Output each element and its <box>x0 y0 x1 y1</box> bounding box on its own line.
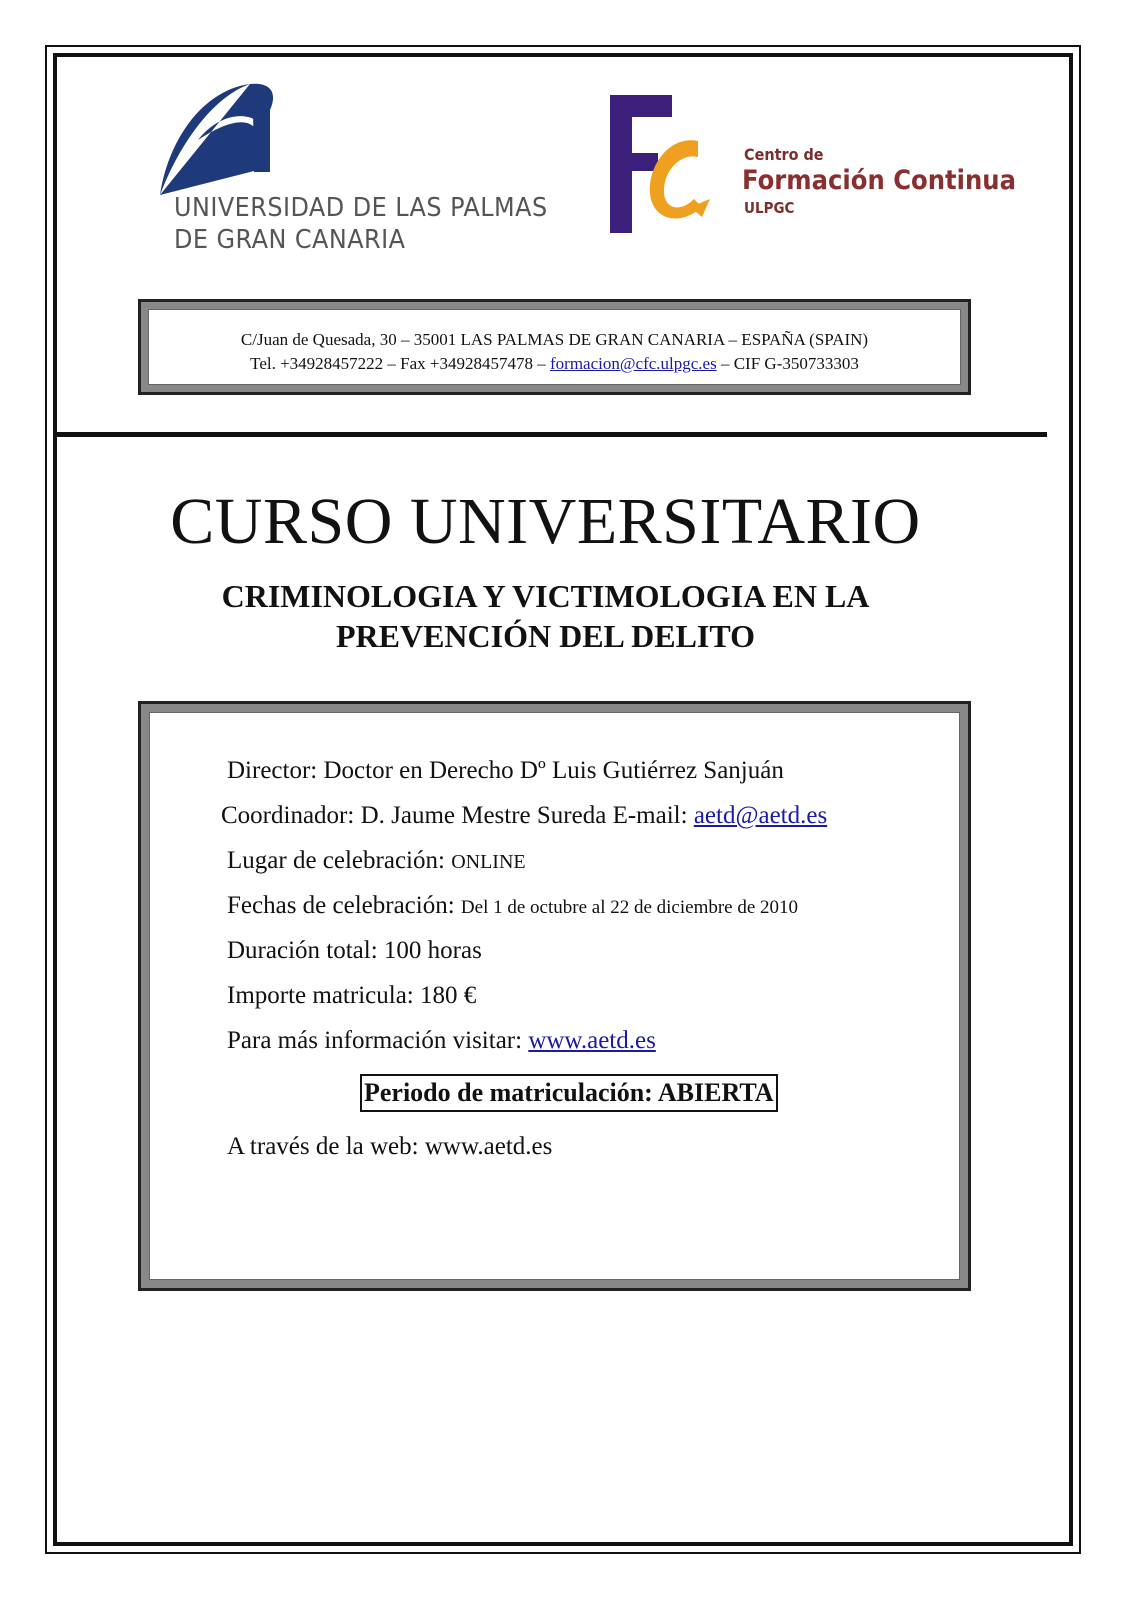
cfc-formacion-continua: Formación Continua <box>742 165 1016 196</box>
lugar-line <box>227 847 526 875</box>
separator-rule <box>57 432 1047 437</box>
formacion-email-link[interactable]: formacion@cfc.ulpgc.es <box>550 354 717 373</box>
coordinator-line <box>221 802 827 830</box>
subtitle-line2: PREVENCIÓN DEL DELITO <box>335 618 756 654</box>
ulpgc-name <box>174 192 548 256</box>
fechas-line <box>227 892 798 920</box>
cfc-centro-de: Centro de <box>744 145 824 164</box>
page-title: CURSO UNIVERSITARIO <box>170 485 921 558</box>
ulpgc-emblem-icon <box>158 80 288 200</box>
ulpgc-name-line1: UNIVERSIDAD DE LAS PALMAS <box>174 193 548 223</box>
cif-text: – CIF G-350733303 <box>716 354 859 373</box>
contact-line <box>149 352 960 376</box>
cfc-logo <box>610 95 1016 245</box>
importe-line: Importe matricula: 180 € <box>227 982 477 1009</box>
cfc-emblem-icon <box>610 95 740 240</box>
ulpgc-name-line2: DE GRAN CANARIA <box>174 225 406 255</box>
web-line: A través de la web: www.aetd.es <box>227 1133 553 1160</box>
course-info-inner <box>149 712 960 1280</box>
mas-info-label: Para más información visitar: <box>227 1027 529 1054</box>
subtitle-line1: CRIMINOLOGIA Y VICTIMOLOGIA EN LA <box>221 578 870 614</box>
coordinator-text: Coordinador: D. Jaume Mestre Sureda E-mail: <box>221 802 694 829</box>
director-line: Director: Doctor en Derecho Dº Luis Gutiérrez Sanjuán <box>227 757 784 784</box>
aetd-website-link[interactable]: www.aetd.es <box>528 1027 656 1054</box>
ulpgc-logo <box>158 80 548 260</box>
enrollment-period-badge: Periodo de matriculación: ABIERTA <box>360 1074 778 1112</box>
cfc-ulpgc: ULPGC <box>744 199 795 217</box>
course-subtitle <box>0 576 1111 656</box>
address-line: C/Juan de Quesada, 30 – 35001 LAS PALMAS DE GRAN CANARIA – ESPAÑA (SPAIN) <box>240 330 869 349</box>
lugar-value: ONLINE <box>451 851 526 873</box>
fechas-value: Del 1 de octubre al 22 de diciembre de 2010 <box>460 897 799 918</box>
duracion-line: Duración total: 100 horas <box>227 937 482 964</box>
address-box-inner <box>148 309 961 385</box>
lugar-label: Lugar de celebración: <box>227 847 452 874</box>
mas-info-line <box>227 1027 656 1055</box>
phone-fax-text: Tel. +34928457222 – Fax +34928457478 – <box>250 354 551 373</box>
coordinator-email-link[interactable]: aetd@aetd.es <box>693 802 828 829</box>
course-info-box <box>138 701 971 1291</box>
fechas-label: Fechas de celebración: <box>227 892 461 919</box>
address-box <box>138 299 971 395</box>
